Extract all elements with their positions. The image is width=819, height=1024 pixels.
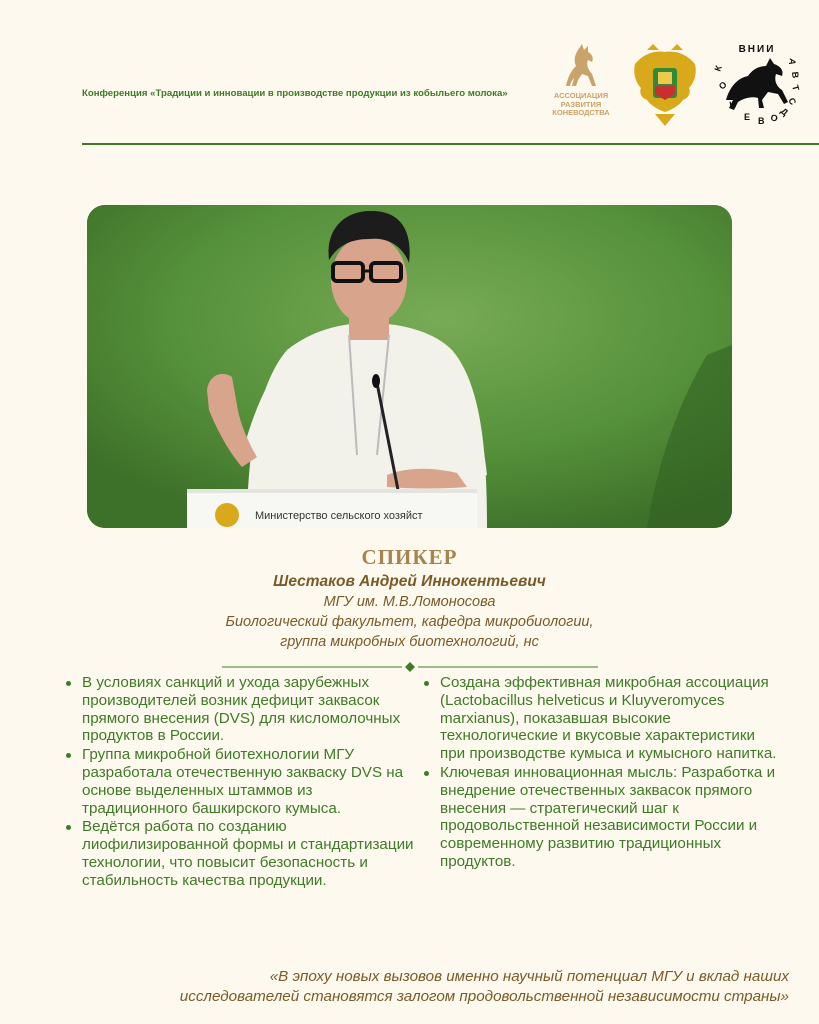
svg-text:К: К <box>712 64 724 73</box>
speaker-department: Биологический факультет, кафедра микробиологии, <box>225 614 594 630</box>
svg-text:Н: Н <box>728 98 737 110</box>
association-logo <box>540 40 622 130</box>
header-divider <box>82 143 819 145</box>
right-bullet-list <box>424 674 784 872</box>
ministry-emblem <box>625 42 705 128</box>
conference-title: Конференция «Традиции и инновации в производстве продукции из кобыльего молока» <box>82 88 508 99</box>
list-item: Группа микробной биотехнологии МГУ разработала отечественную закваску DVS на основе выделенных штаммов из традиционного башкирского кумыса. <box>66 746 416 817</box>
svg-text:Е: Е <box>744 112 751 122</box>
svg-text:Д: Д <box>778 105 791 118</box>
speaker-illustration <box>87 205 732 528</box>
list-item: Ключевая инновационная мысль: Разработка и внедрение отечественных заквасок прямого внесения — стратегический шаг к продовольственной независимости России и современному развитию традиционных продуктов. <box>424 764 784 871</box>
left-bullet-list <box>66 674 416 891</box>
svg-text:А: А <box>786 57 798 66</box>
speaker-group: группа микробных биотехнологий, нс <box>280 634 539 650</box>
vnii-logo <box>712 38 802 130</box>
list-item: Ведётся работа по созданию лиофилизированной формы и стандартизации технологии, что повысит безопасность и стабильность качества продукции. <box>66 818 416 889</box>
svg-text:В: В <box>758 116 765 126</box>
speaker-name: Шестаков Андрей Иннокентьевич <box>273 573 546 590</box>
ornament-divider <box>222 662 598 672</box>
quote-line-2: исследователей становятся залогом продовольственной независимости страны» <box>179 988 789 1005</box>
double-eagle-emblem-icon <box>625 42 705 128</box>
speaker-photo <box>87 205 732 528</box>
svg-text:О: О <box>716 79 729 92</box>
podium-text: Министерство сельского хозяйст <box>255 510 423 522</box>
horse-icon <box>558 40 604 90</box>
association-logo-text: АССОЦИАЦИЯ РАЗВИТИЯ КОНЕВОДСТВА <box>552 91 610 117</box>
quote-line-1: «В эпоху новых вызовов именно научный потенциал МГУ и вклад наших <box>269 968 789 985</box>
svg-text:О: О <box>769 112 779 124</box>
diamond-icon <box>405 662 415 672</box>
list-item: Создана эффективная микробная ассоциация (Lactobacillus helveticus и Kluyveromyces marxianus), показавшая высокие технологические и вкусовые характеристики при производстве кумыса и кумысного напитка. <box>424 674 784 763</box>
vnii-logo-top-letters: ВНИИ <box>738 44 776 55</box>
speaker-organization: МГУ им. М.В.Ломоносова <box>323 594 496 610</box>
svg-text:С: С <box>786 96 799 107</box>
svg-text:В: В <box>790 71 801 79</box>
speaker-heading: СПИКЕР <box>361 545 458 569</box>
list-item: В условиях санкций и ухода зарубежных производителей возник дефицит заквасок прямого внесения (DVS) для кисломолочных продуктов в России. <box>66 674 416 745</box>
svg-text:Т: Т <box>790 83 802 92</box>
